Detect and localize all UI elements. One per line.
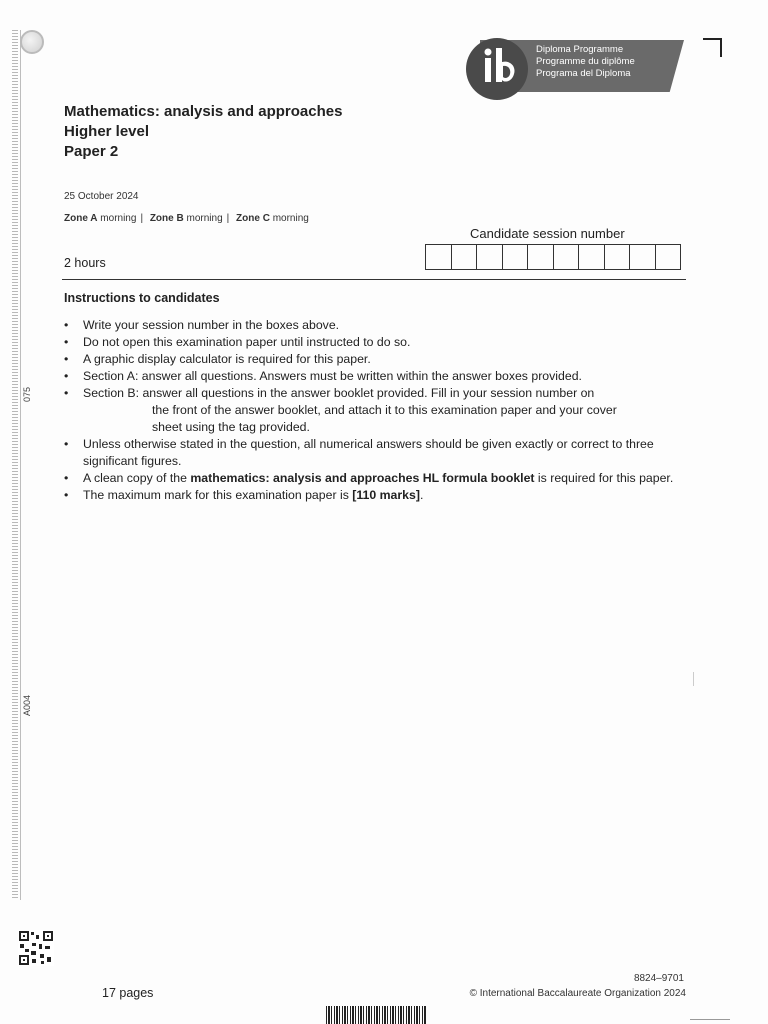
session-digit-box[interactable] (655, 244, 682, 270)
session-number-boxes[interactable] (425, 244, 681, 270)
side-code-lower: A004 (22, 694, 32, 716)
level-title: Higher level (64, 123, 150, 140)
zone-b-time: morning (186, 213, 223, 224)
instruction-item (64, 487, 688, 504)
zone-a-label: Zone A (64, 213, 98, 224)
instruction-item: • Write your session number in the boxes above. (64, 317, 688, 334)
logo-line-es: Programa del Diploma (536, 68, 631, 79)
qr-code-icon (18, 930, 54, 966)
max-marks: [110 marks] (352, 488, 420, 502)
zone-a-time: morning (100, 213, 137, 224)
session-digit-box[interactable] (527, 244, 553, 270)
session-digit-box[interactable] (502, 244, 528, 270)
instruction-item: • Do not open this examination paper until instructed to do so. (64, 334, 688, 351)
session-digit-box[interactable] (476, 244, 502, 270)
instruction-item (64, 470, 688, 487)
session-number-label: Candidate session number (470, 226, 625, 241)
instruction-text: is required for this paper. (534, 471, 674, 485)
corner-registration-mark (703, 38, 722, 57)
zone-c-time: morning (272, 213, 309, 224)
paper-title: Paper 2 (64, 143, 119, 160)
session-digit-box[interactable] (629, 244, 655, 270)
zone-b-label: Zone B (149, 213, 184, 224)
scan-artifact (693, 672, 694, 686)
zone-c-label: Zone C (236, 213, 270, 224)
logo-line-en: Diploma Programme (536, 44, 624, 55)
exam-date: 25 October 2024 (64, 191, 139, 202)
instruction-item: • Unless otherwise stated in the question, all numerical answers should be given exactly or correct to three significant figures. (64, 436, 688, 470)
session-digit-box[interactable] (604, 244, 630, 270)
instruction-section-b-line3: sheet using the tag provided. (152, 420, 310, 434)
instructions-heading: Instructions to candidates (64, 291, 220, 305)
instruction-text: . (419, 488, 424, 502)
session-digit-box[interactable] (553, 244, 579, 270)
exam-title (64, 102, 342, 162)
perforation-strip (12, 30, 18, 900)
side-code-upper: 075 (22, 386, 32, 402)
perforation-line (20, 30, 21, 900)
paper-code: 8824–9701 (633, 973, 684, 984)
instruction-section-b-line1: • Section B: answer all questions in the answer booklet provided. Fill in your session number on (83, 386, 595, 400)
session-digit-box[interactable] (425, 244, 451, 270)
scan-edge-line (690, 1019, 730, 1020)
formula-booklet-title: mathematics: analysis and approaches HL formula booklet (190, 471, 535, 485)
punch-hole (20, 30, 44, 54)
logo-programme-names (536, 44, 635, 80)
copyright-notice: © International Baccalaureate Organization 2024 (469, 988, 686, 999)
subject-title: Mathematics: analysis and approaches (64, 103, 343, 120)
instruction-item (64, 385, 688, 436)
instruction-text: A clean copy of the (83, 471, 191, 485)
instructions-list (64, 317, 688, 504)
zone-times: Zone A morning | Zone B morning | Zone C morning (64, 213, 309, 224)
session-digit-box[interactable] (578, 244, 604, 270)
instruction-text: The maximum mark for this examination paper is (83, 488, 353, 502)
logo-line-fr: Programme du diplôme (536, 56, 635, 67)
instruction-section-b-line2: the front of the answer booklet, and attach it to this examination paper and your cover (152, 403, 617, 417)
ib-logo-mark (478, 46, 518, 90)
page-count: 17 pages (102, 986, 154, 1000)
instruction-item: • Section A: answer all questions. Answers must be written within the answer boxes provided. (64, 368, 688, 385)
exam-duration: 2 hours (64, 256, 106, 270)
instruction-item: • A graphic display calculator is required for this paper. (64, 351, 688, 368)
session-digit-box[interactable] (451, 244, 477, 270)
barcode-icon (326, 1006, 426, 1024)
header-divider (62, 279, 686, 280)
